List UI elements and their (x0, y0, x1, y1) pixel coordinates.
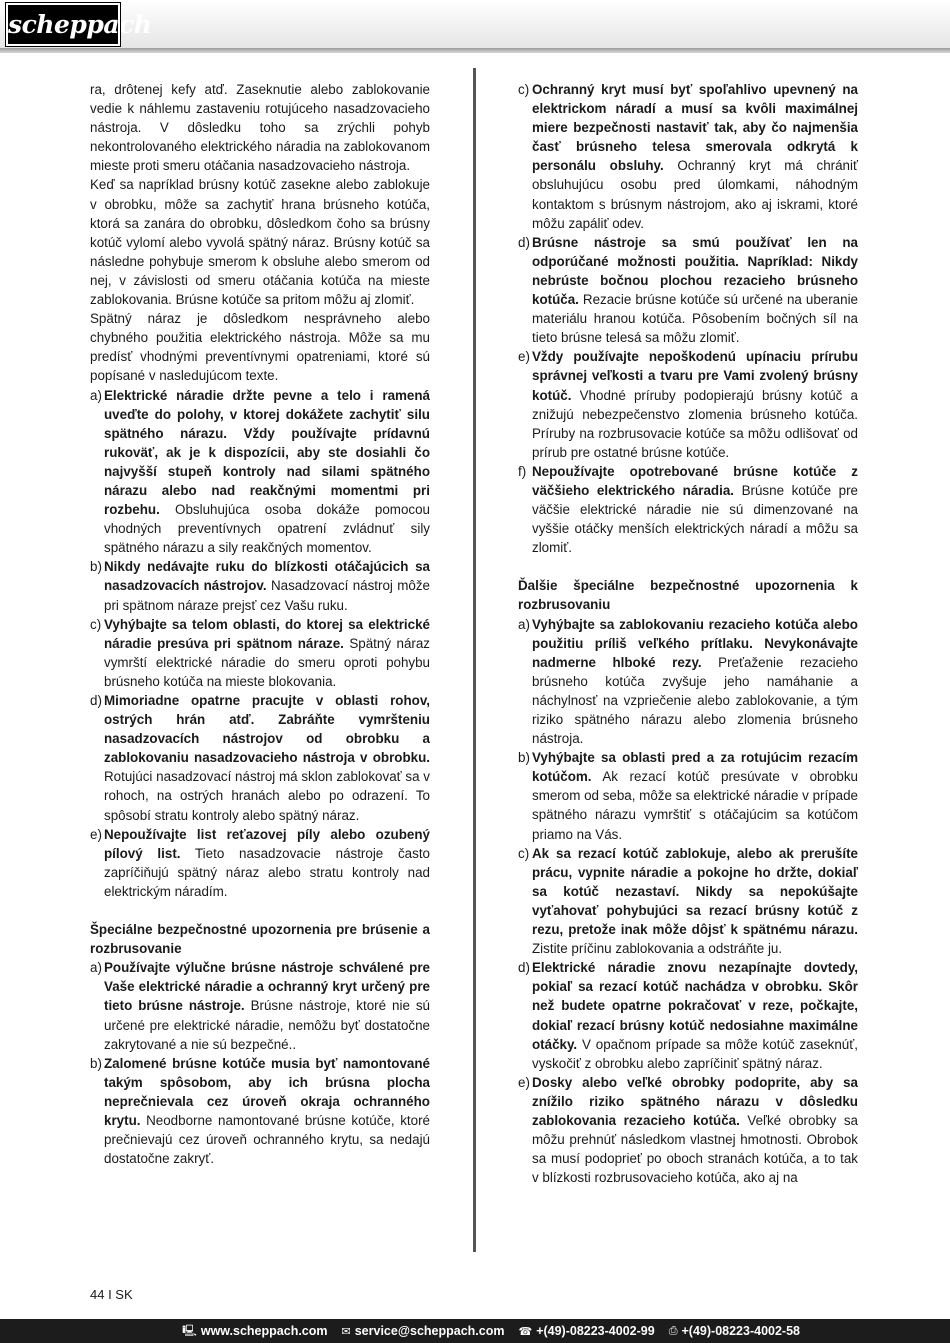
bold-text: Dosky alebo veľké obrobky podoprite, aby sa znížilo riziko spätného nárazu v dôsledku zablokovania rezacieho kotúča. (532, 1074, 858, 1128)
monitor-icon: 🖳 (182, 1324, 197, 1337)
list-item (518, 748, 858, 843)
list-letter: b) (518, 750, 530, 766)
phone-icon: ☎ (518, 1325, 533, 1338)
footer-fax-text: +(49)-08223-4002-58 (681, 1324, 800, 1338)
normal-text: Ochranný kryt má chrániť obsluhujúcu osobu pred úlomkami, náhodným kontaktom s brúsnym nástrojom, ako aj iskrami, ktoré môžu zapáliť odev. (532, 158, 858, 231)
fax-icon: ⎙ (668, 1324, 678, 1337)
list-letter: e) (518, 349, 530, 365)
normal-text: V opačnom prípade sa môže kotúč zaseknúť, vyskočiť z obrobku alebo zapríčiniť spätný náraz. (532, 1036, 858, 1071)
normal-text: Ak rezací kotúč presúvate v obrobku smerom od seba, môže sa elektrické náradie v prípade spätného nárazu vymrštiť s otáčajúcim sa kotúčom priamo na Vás. (532, 769, 858, 842)
normal-text: Brúsne kotúče pre väčšie elektrické náradie nie sú dimenzované na vyššie otáčky menších elektrických náradí a môžu sa zlomiť. (532, 482, 858, 556)
list-letter: c) (90, 616, 102, 632)
normal-text: Veľké obrobky sa môžu prehnúť následkom vlastnej hmotnosti. Obrobok sa musí podoprieť po oboch stranách kotúča, a to tak v blízkosti rozbrusovacieho kotúča, ako aj na (532, 1112, 858, 1186)
list-item (518, 462, 858, 557)
normal-text: Spätný náraz vymrští elektrické náradie do smeru oproti pohybu brúsneho kotúča na mieste blokovania. (104, 635, 430, 689)
list-item (518, 233, 858, 348)
right-column (518, 80, 858, 1187)
bold-text: Nepoužívajte list reťazovej píly alebo ozubený pílový list. (104, 826, 430, 861)
list-item (90, 386, 430, 558)
bold-text: Vyhýbajte sa zablokovaniu rezacieho kotúča alebo použitiu príliš veľkého prítlaku. Nevykonávajte nadmerne hlboké rezy. (532, 616, 858, 670)
list-letter: f) (518, 463, 527, 479)
section-heading: Špeciálne bezpečnostné upozornenia pre brúsenie a rozbrusovanie (90, 922, 430, 957)
list-item (518, 615, 858, 749)
list-letter: d) (90, 693, 102, 708)
list-item (90, 825, 430, 901)
footer-phone (518, 1324, 654, 1338)
section-heading: Ďalšie špeciálne bezpečnostné upozornenia k rozbrusovaniu (518, 578, 858, 613)
normal-text: Nasadzovací nástroj môže pri spätnom náraze prejsť cez Vašu ruku. (104, 578, 430, 613)
normal-text: Brúsne nástroje, ktoré nie sú určené pre elektrické náradie, nemôžu byť dostatočne zakrytované a nie sú bezpečné.. (104, 998, 430, 1052)
bold-text: Používajte výlučne brúsne nástroje schválené pre Vaše elektrické náradie a ochranný kryt určený pre tieto brúsne nástroje. (104, 960, 430, 1014)
column-divider (473, 68, 476, 1252)
list-item (518, 958, 858, 1073)
paragraph: ra, drôtenej kefy atď. Zaseknutie alebo zablokovanie vedie k náhlemu zastaveniu rotujúceho nasadzovacieho nástroja. V dôsledku toho sa zrýchli pohyb nekontrolovaného elektrického náradia na zablokovanom mieste proti smeru otáčania nasadzovacieho nástroja. (90, 82, 430, 174)
list-letter: d) (518, 960, 530, 976)
normal-text: Vhodné príruby podopierajú brúsny kotúč a znižujú nebezpečenstvo zlomenia brúsneho kotúča. Príruby na rozbrusovacie kotúče sa môžu odlišovať od prírub pre ostatné brúsne kotúče. (532, 387, 858, 460)
list-letter: a) (90, 960, 102, 976)
header-divider (0, 48, 950, 53)
bold-text: Vyhýbajte sa oblasti pred a za rotujúcim rezacím kotúčom. (532, 750, 858, 785)
list-letter: b) (90, 559, 102, 575)
list-letter: d) (518, 234, 530, 250)
page-header (0, 0, 950, 50)
bold-text: Zalomené brúsne kotúče musia byť namontované takým spôsobom, aby ich brúsna plocha neprečnievala cez úroveň okraja ochranného krytu. (104, 1055, 430, 1128)
bold-text: Ak sa rezací kotúč zablokuje, alebo ak prerušíte prácu, vypnite náradie a pokojne ho držte, dokiaľ sa kotúč nezastaví. Nikdy sa nepokúšajte vyťahovať pohybujúci sa rezací brúsny kotúč z rezu, pretože inak môže dôjsť k spätnému nárazu. (532, 845, 858, 938)
list-item (90, 557, 430, 614)
list-item (518, 347, 858, 462)
footer-web[interactable] (182, 1322, 327, 1341)
list-item (90, 958, 430, 1053)
list-item (518, 80, 858, 233)
envelope-icon: ✉ (341, 1325, 351, 1338)
scheppach-logo: scheppach (6, 3, 120, 46)
normal-text: Tieto nasadzovacie nástroje často zapríčiňujú spätný náraz alebo stratu kontroly nad elektrickým náradím. (104, 845, 430, 899)
page-number: 44 I SK (90, 1287, 133, 1302)
list-letter: b) (90, 1055, 102, 1071)
footer-bar (0, 1319, 950, 1343)
bold-text: Nikdy nedávajte ruku do blízkosti otáčajúcich sa nasadzovacích nástrojov. (104, 559, 430, 594)
bold-text: Mimoriadne opatrne pracujte v oblasti rohov, ostrých hrán atď. Zabráňte vymršteniu nasadzovacích nástrojov od obrobku a zablokovaniu nasadzovacieho nástroja v obrobku. (104, 693, 430, 766)
paragraph: Keď sa napríklad brúsny kotúč zasekne alebo zablokuje v obrobku, môže sa zachytiť hrana brúsneho kotúča, ktorá sa zanára do obrobku, dôsledkom čoho sa brúsny kotúč vylomí alebo vyvolá spätný náraz. Brúsny kotúč sa následne pohybuje smerom k obsluhe alebo smerom od nej, v závislosti od smeru otáčania kotúča na mieste zablokovania. Brúsne kotúče sa pritom môžu aj zlomiť. (90, 177, 430, 308)
list-letter: c) (518, 845, 530, 861)
paragraph: Spätný náraz je dôsledkom nesprávneho alebo chybného použitia elektrického nástroja. Môže sa mu predísť vhodnými preventívnymi opatreniami, ktoré sú popísané v nasledujúcom texte. (90, 311, 430, 384)
normal-text: Rezacie brúsne kotúče sú určené na uberanie materiálu hranou kotúča. Pôsobením bočných síl na tieto brúsne telesá sa môžu zlomiť. (532, 292, 858, 346)
bold-text: Elektrické náradie držte pevne a telo i ramená uveďte do polohy, v ktorej dokážete zachytiť silu spätného nárazu. Vždy používajte prídavnú rukoväť, ak je k dispozícii, aby ste dosiahli čo najvyšší stupeň kontroly nad silami spätného nárazu alebo nad reakčnými momentmi pri rozbehu. (104, 387, 430, 518)
bold-text: Brúsne nástroje sa smú používať len na odporúčané možnosti použitia. Napríklad: Nikdy nebrúste bočnou plochou rezacieho brúsneho kotúča. (532, 234, 858, 308)
bold-text: Nepoužívajte opotrebované brúsne kotúče z väčšieho elektrického náradia. (532, 463, 858, 498)
footer-fax (669, 1324, 800, 1338)
list-letter: a) (518, 616, 530, 632)
footer-email[interactable] (342, 1324, 505, 1338)
list-letter: c) (518, 82, 530, 97)
left-column (90, 80, 430, 1168)
normal-text: Neodborne namontované brúsne kotúče, ktoré prečnievajú cez úroveň ochranného krytu, sa nedajú dostatočne zakryť. (104, 1112, 430, 1167)
list-item (90, 1054, 430, 1169)
footer-web-text: www.scheppach.com (200, 1324, 328, 1338)
list-item (90, 615, 430, 691)
footer-phone-text: +(49)-08223-4002-99 (536, 1324, 655, 1338)
normal-text: Rotujúci nasadzovací nástroj má sklon zablokovať sa v rohoch, na ostrých hranách alebo po odrazení. To spôsobí stratu kontroly alebo spätný náraz. (104, 769, 430, 823)
bold-text: Elektrické náradie znovu nezapínajte dovtedy, pokiaľ sa rezací kotúč nachádza v obrobku. Skôr než budete opatrne pokračovať v reze, počkajte, dokiaľ rezací brúsny kotúč nedosiahne maximálne otáčky. (532, 960, 858, 1052)
list-letter: e) (90, 826, 102, 842)
bold-text: Ochranný kryt musí byť spoľahlivo upevnený na elektrickom náradí a musí sa kvôli maximálnej miere bezpečnosti nastaviť tak, aby čo najmenšia časť brúsneho telesa smerovala odkrytá k personálu obsluhy. (532, 82, 858, 174)
list-item (518, 1073, 858, 1188)
bold-text: Vyhýbajte sa telom oblasti, do ktorej sa elektrické náradie presúva pri spätnom náraze. (104, 616, 430, 651)
normal-text: Obsluhujúca osoba dokáže pomocou vhodných preventívnych opatrení zvládnuť sily spätného nárazu a sily reakčných momentov. (104, 502, 430, 556)
list-letter: e) (518, 1074, 530, 1090)
list-letter: a) (90, 387, 102, 403)
list-item (518, 844, 858, 959)
bold-text: Vždy používajte nepoškodenú upínaciu prírubu správnej veľkosti a tvaru pre Vami zvolený brúsny kotúč. (532, 349, 858, 403)
footer-email-text: service@scheppach.com (354, 1324, 505, 1338)
list-item (90, 691, 430, 825)
normal-text: Zistite príčinu zablokovania a odstráňte ju. (532, 941, 783, 957)
normal-text: Preťaženie rezacieho brúsneho kotúča zvyšuje jeho namáhanie a náchylnosť na vzpriečenie alebo zablokovanie, a tým riziko spätného nárazu alebo zlomenia brúsneho nástroja. (532, 654, 858, 747)
